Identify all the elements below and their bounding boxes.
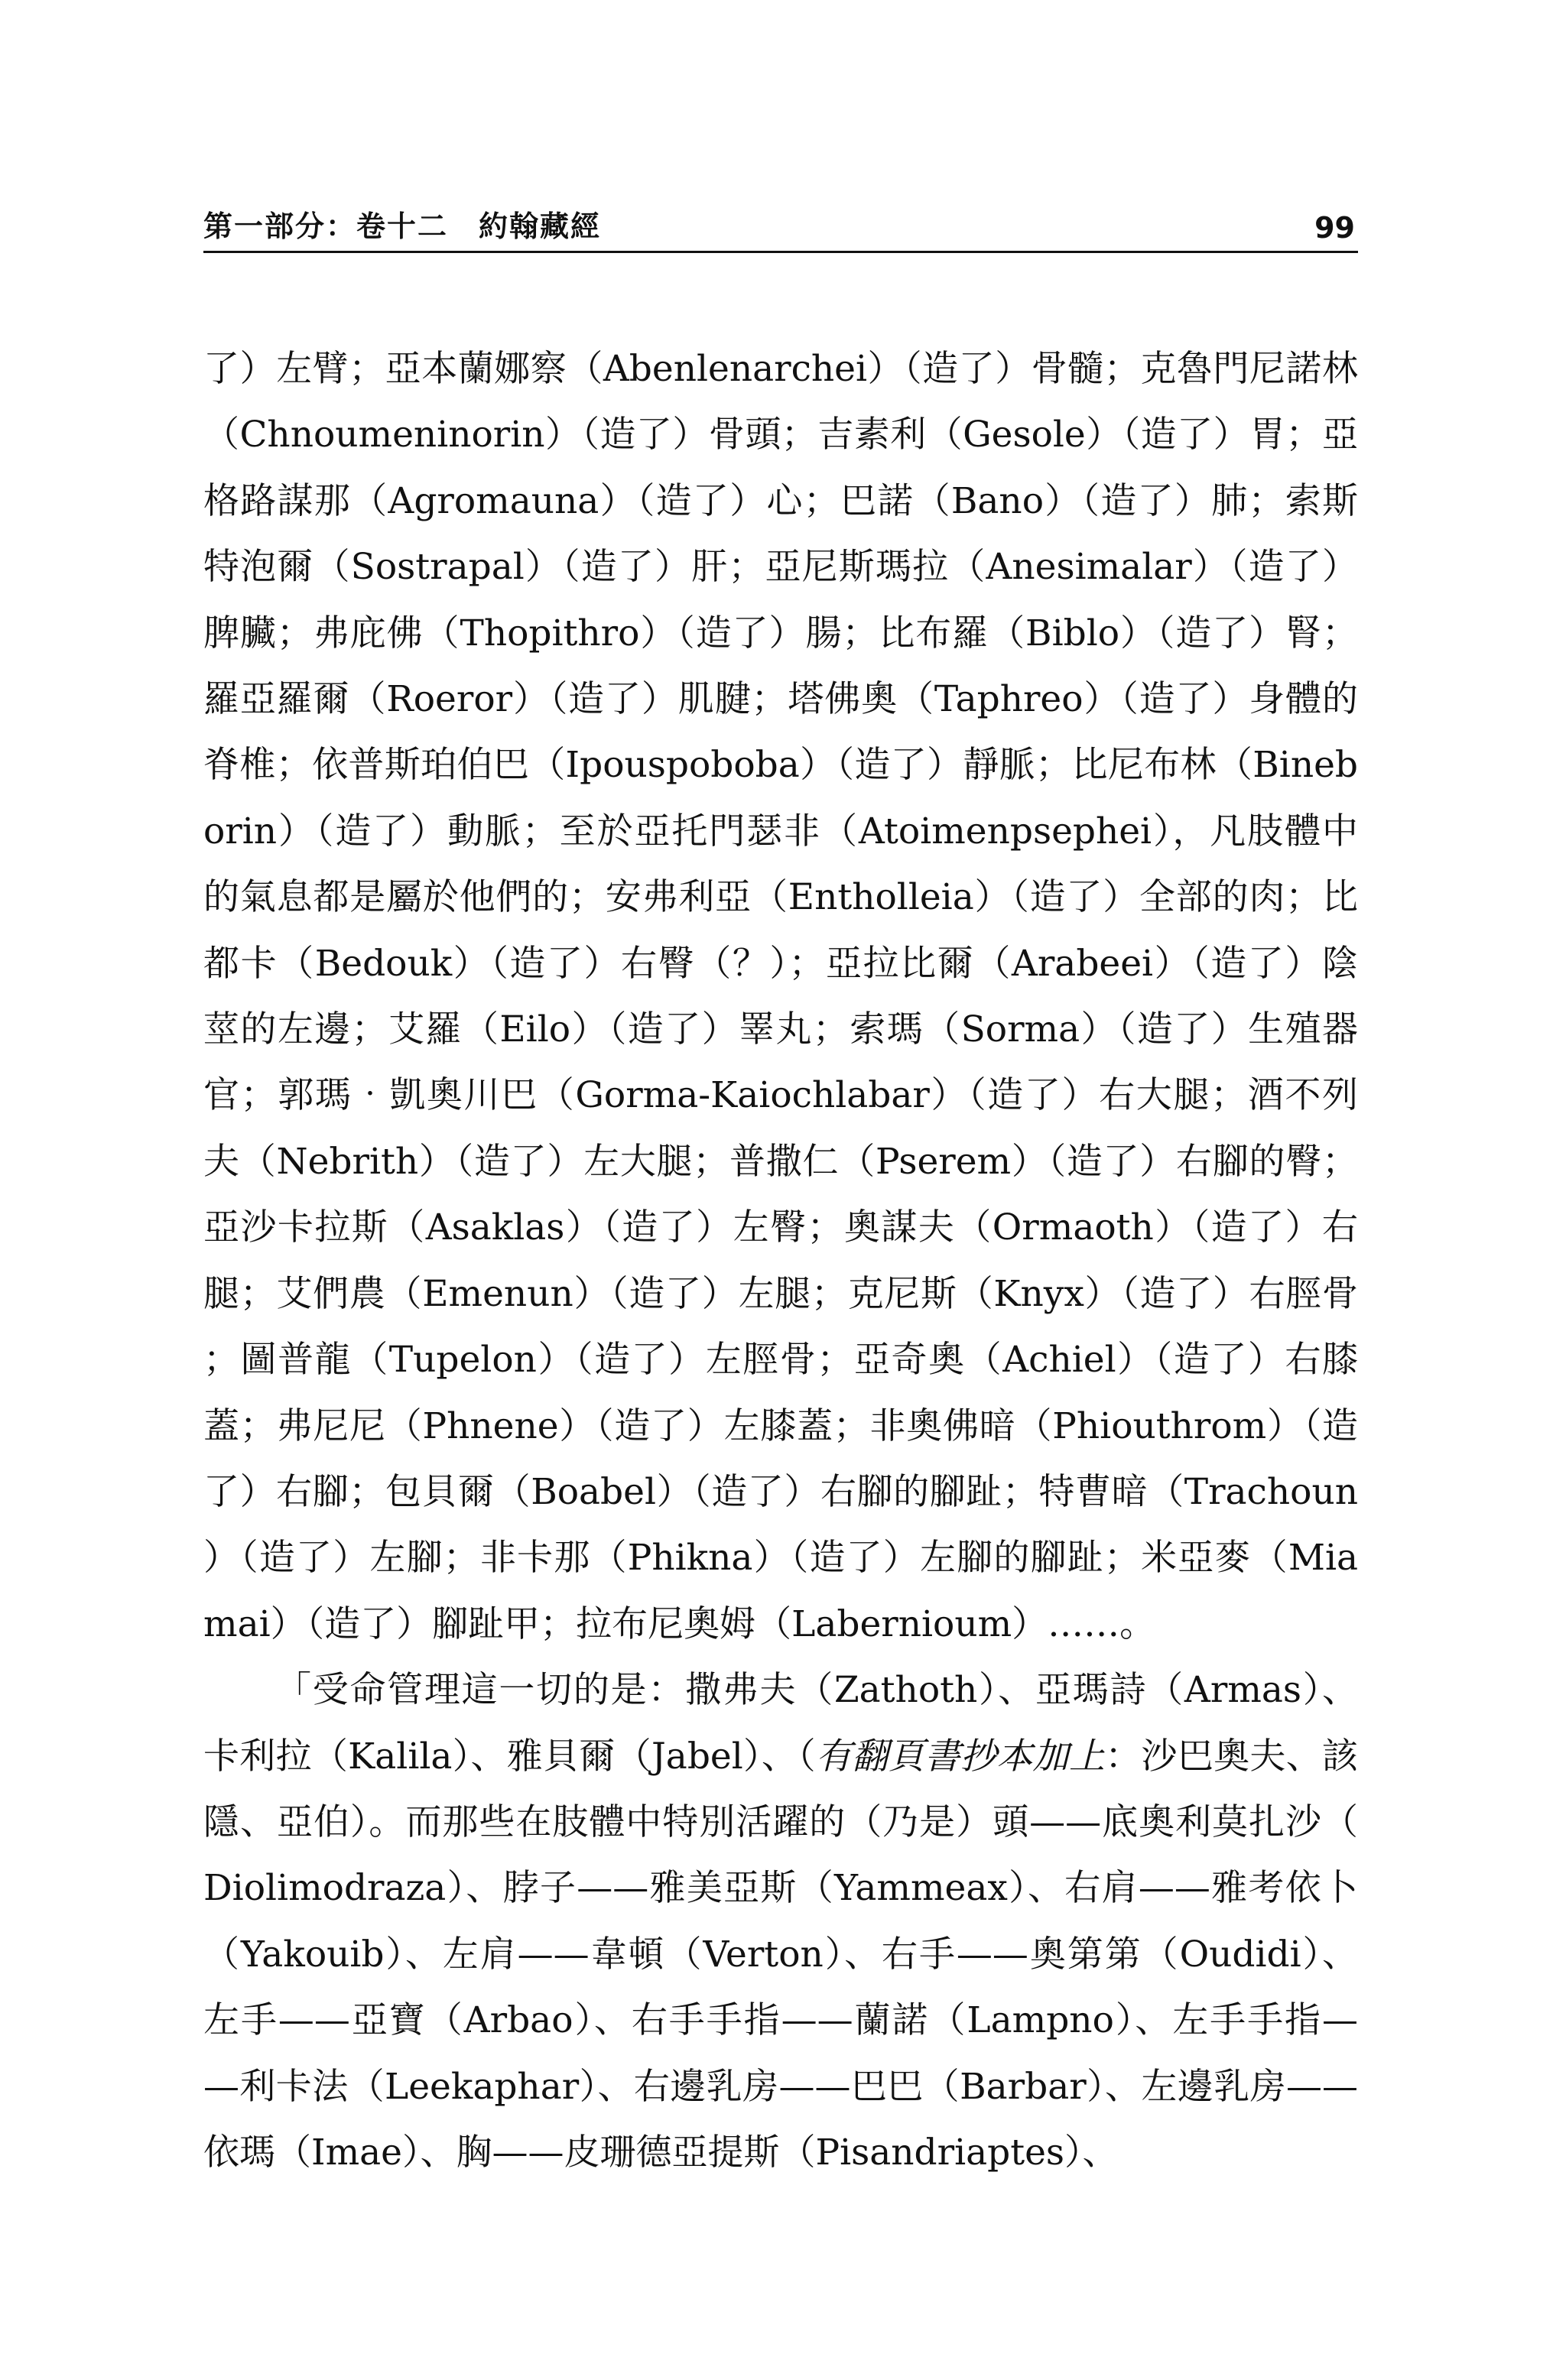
body-text	[203, 336, 1358, 2186]
paragraph-body-parts: 了）左臂；亞本蘭娜察（Abenlenarchei）（造了）骨髓；克魯門尼諾林（Chnoumeninorin）（造了）骨頭；吉素利（Gesole）（造了）胃；亞格路謀那（Agromauna）（造了）心；巴諾（Bano）（造了）肺；索斯特泡爾（Sostrapal）（造了）肝；亞尼斯瑪拉（Anesimalar）（造了）脾臟；弗庇佛（Thopithro）（造了）腸；比布羅（Biblo）（造了）腎；羅亞羅爾（Roeror）（造了）肌腱；塔佛奧（Taphreo）（造了）身體的脊椎；依普斯珀伯巴（Ipouspoboba）（造了）靜脈；比尼布林（Bineborin）（造了）動脈；至於亞托門瑟非（Atoimenpsephei），凡肢體中的氣息都是屬於他們的；安弗利亞（Entholleia）（造了）全部的肉；比都卡（Bedouk）（造了）右臀（？）；亞拉比爾（Arabeei）（造了）陰莖的左邊；艾羅（Eilo）（造了）睪丸；索瑪（Sorma）（造了）生殖器官；郭瑪‧凱奧川巴（Gorma-Kaiochlabar）（造了）右大腿；酒不列夫（Nebrith）（造了）左大腿；普撒仁（Pserem）（造了）右腳的臀；亞沙卡拉斯（Asaklas）（造了）左臀；奧謀夫（Ormaoth）（造了）右腿；艾們農（Emenun）（造了）左腿；克尼斯（Knyx）（造了）右脛骨；圖普龍（Tupelon）（造了）左脛骨；亞奇奧（Achiel）（造了）右膝蓋；弗尼尼（Phnene）（造了）左膝蓋；非奧佛暗（Phiouthrom）（造了）右腳；包貝爾（Boabel）（造了）右腳的腳趾；特曹暗（Trachoun）（造了）左腳；非卡那（Phikna）（造了）左腳的腳趾；米亞麥（Miamai）（造了）腳趾甲；拉布尼奧姆（Labernioum）……。	[203, 348, 1358, 1645]
paragraph-text-before-note: 「受命管理這一切的是：撒弗夫（Zathoth）、亞瑪詩（Armas）、卡利拉（Kalila）、雅貝爾（Jabel）、（	[203, 1669, 1358, 1778]
page-number: 99	[1314, 211, 1355, 245]
paragraph-rulers	[203, 1658, 1358, 2186]
paragraph-text-after-note: ：沙巴奧夫、該隱、亞伯）。而那些在肢體中特別活躍的（乃是）頭——底奧利莫扎沙（Diolimodraza）、脖子——雅美亞斯（Yammeax）、右肩——雅考依卜（Yakouib）、左肩——韋頓（Verton）、右手——奧第第（Oudidi）、左手——亞寶（Arbao）、右手手指——蘭諾（Lampno）、左手手指——利卡法（Leekaphar）、右邊乳房——巴巴（Barbar）、左邊乳房——依瑪（Imae）、胸——皮珊德亞提斯（Pisandriaptes）、	[203, 1735, 1359, 2174]
chapter-title: 第一部分：卷十二 約翰藏經	[203, 209, 602, 243]
manuscript-note: 有翻頁書抄本加上	[815, 1735, 1106, 1778]
running-header	[203, 205, 1358, 253]
